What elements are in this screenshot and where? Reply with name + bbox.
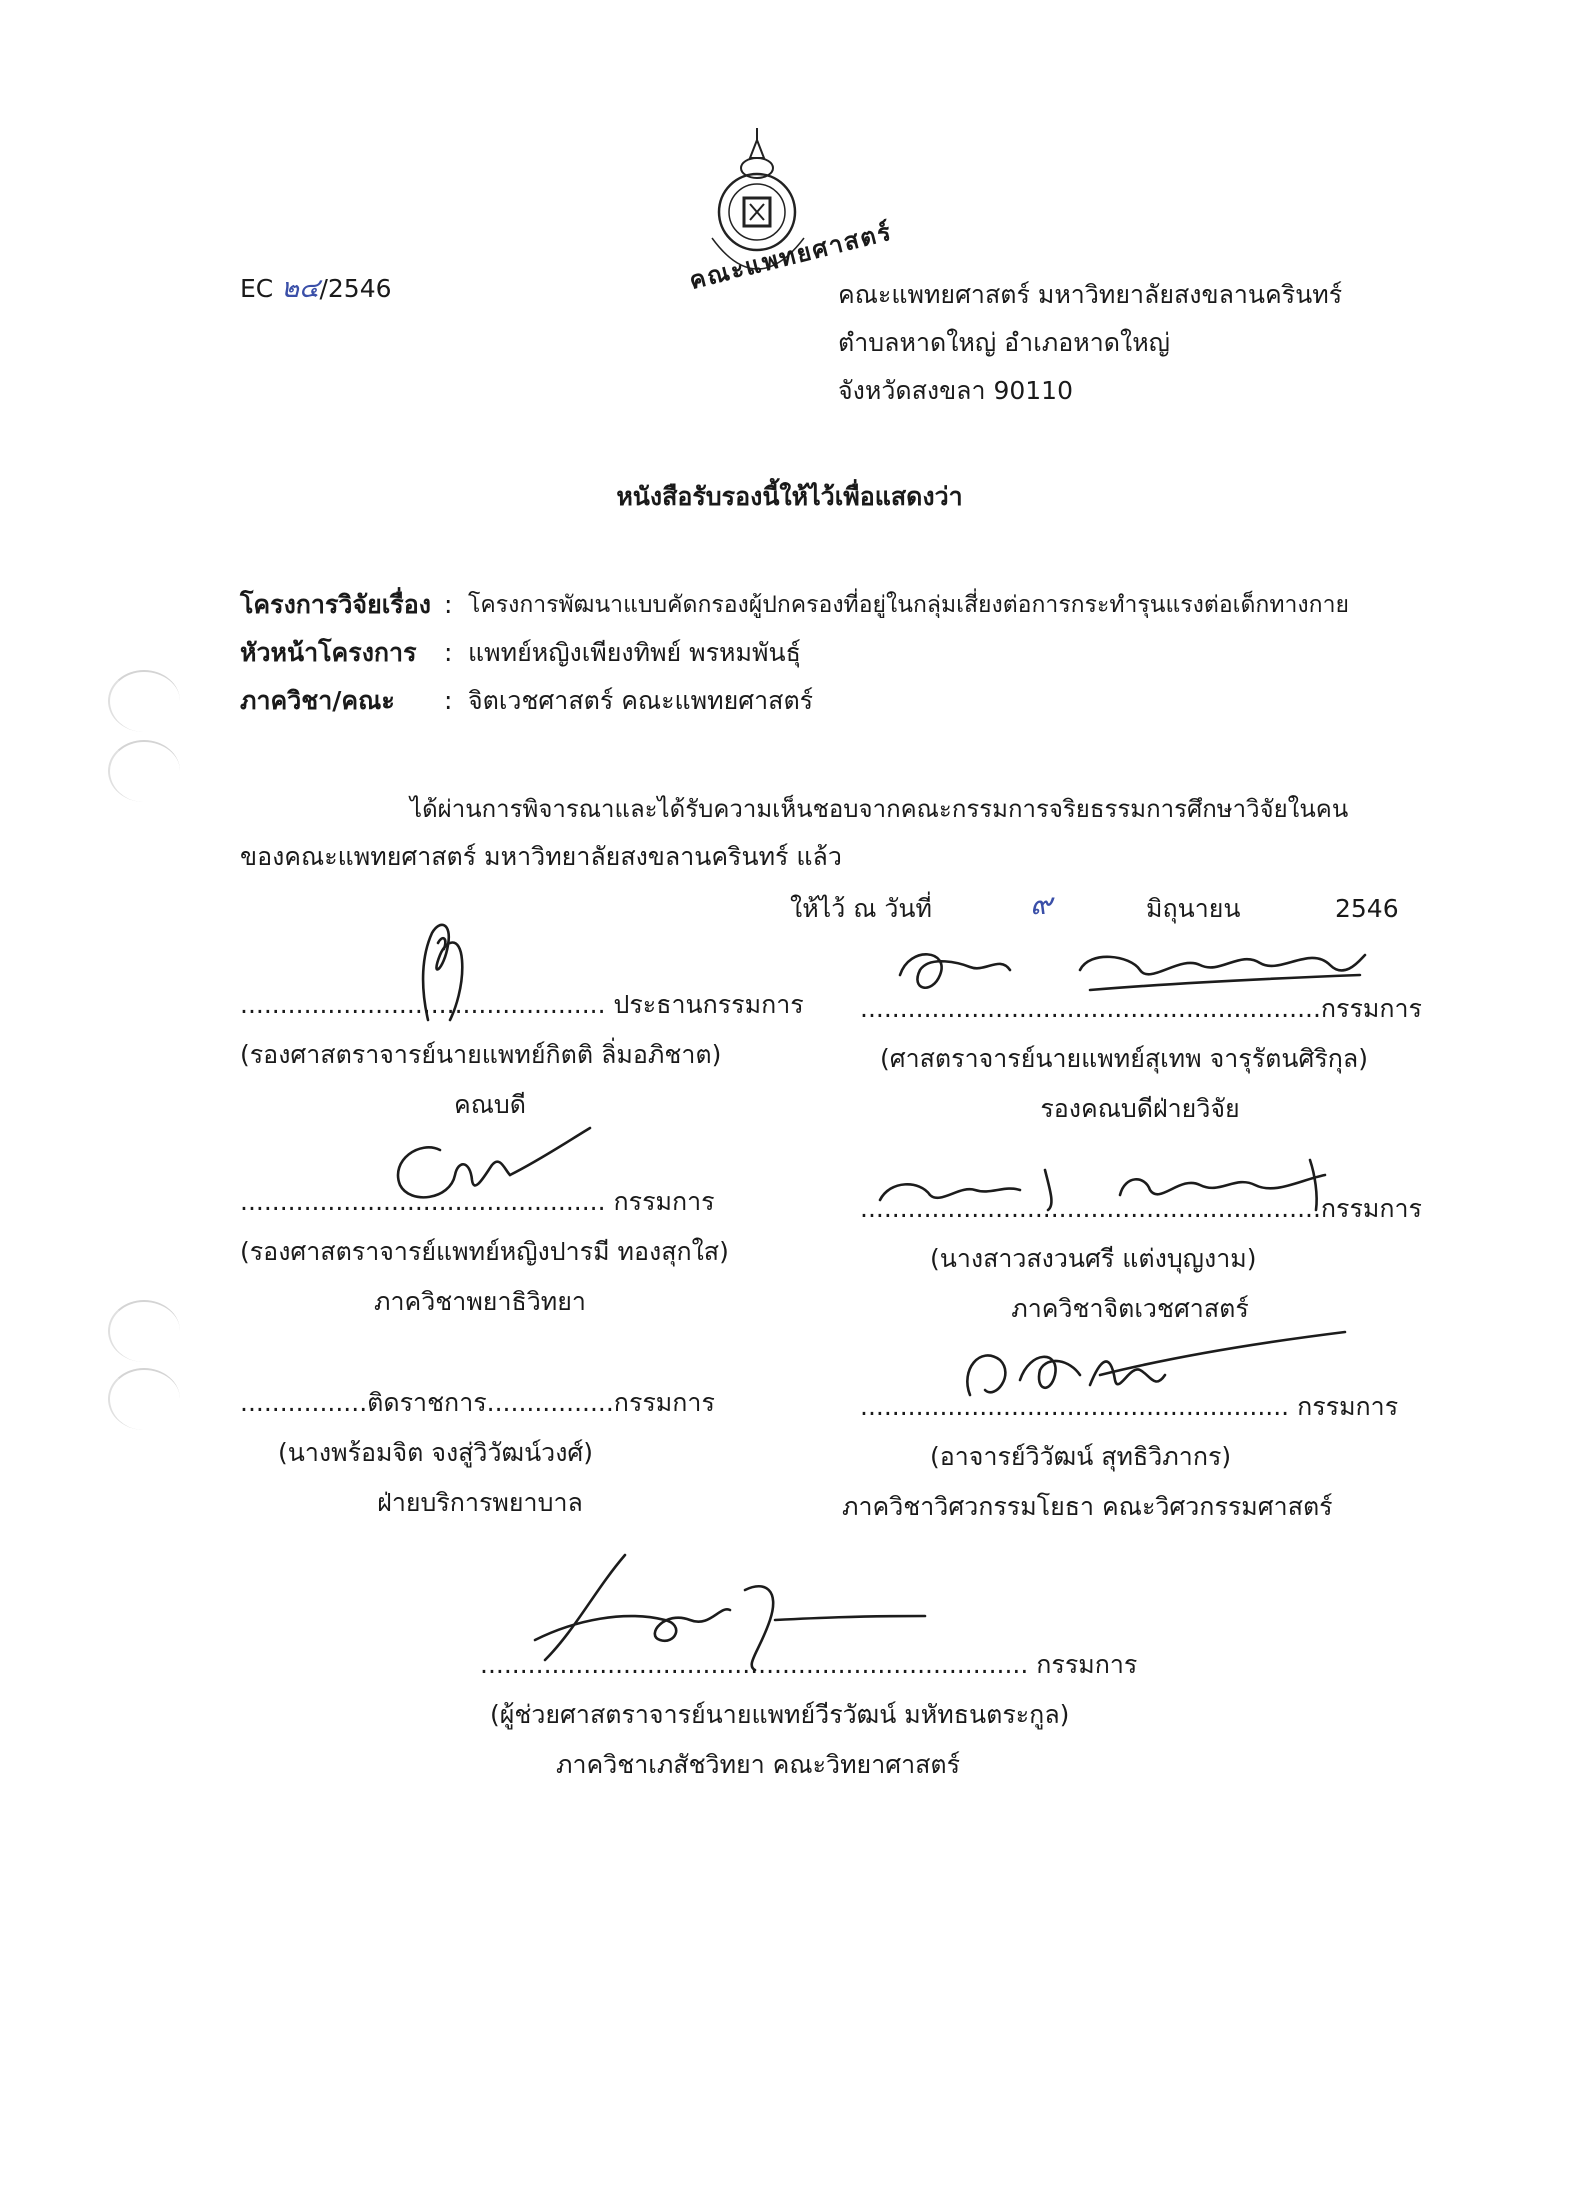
signatory-5-position: ฝ่ายบริการพยาบาล [377, 1488, 583, 1517]
field-label-department: ภาควิชา/คณะ [240, 686, 395, 715]
field-sep-department: : [444, 686, 453, 715]
signatory-3-position: ภาควิชาพยาธิวิทยา [374, 1287, 586, 1316]
field-label-project: โครงการวิจัยเรื่อง [240, 590, 431, 619]
reference-number [240, 272, 392, 306]
date-month: มิถุนายน [1146, 894, 1241, 923]
date-year: 2546 [1335, 894, 1399, 923]
field-value-leader: แพทย์หญิงเพียงทิพย์ พรหมพันธุ์ [468, 638, 801, 667]
signatory-6-line: ...................................................... กรรมการ [860, 1392, 1399, 1421]
signatory-3-name: (รองศาสตราจารย์แพทย์หญิงปารมี ทองสุกใส) [240, 1237, 729, 1266]
ref-year: /2546 [319, 274, 392, 303]
field-label-leader: หัวหน้าโครงการ [240, 638, 417, 667]
address-line-1: คณะแพทยศาสตร์ มหาวิทยาลัยสงขลานครินทร์ [838, 280, 1343, 309]
address-line-3: จังหวัดสงขลา 90110 [838, 376, 1073, 405]
signatory-1-position: คณบดี [453, 1090, 527, 1119]
field-sep-leader: : [444, 638, 453, 667]
signatory-7-position: ภาควิชาเภสัชวิทยา คณะวิทยาศาสตร์ [556, 1750, 961, 1779]
document-title: หนังสือรับรองนี้ให้ไว้เพื่อแสดงว่า [616, 482, 963, 511]
signatory-6-name: (อาจารย์วิวัฒน์ สุทธิวิภากร) [930, 1442, 1232, 1471]
signatory-7-name: (ผู้ช่วยศาสตราจารย์นายแพทย์วีรวัฒน์ มหัทธนตระกูล) [490, 1700, 1070, 1729]
seal-caption: คณะแพทยศาสตร์ [686, 217, 896, 295]
signatory-3-line: .............................................. กรรมการ [240, 1187, 715, 1216]
signatory-7-line: ..................................................................... กรรมการ [480, 1650, 1138, 1679]
signatory-4-line: ..........................................................กรรมการ [860, 1194, 1422, 1223]
field-value-project: โครงการพัฒนาแบบคัดกรองผู้ปกครองที่อยู่ในกลุ่มเสี่ยงต่อการกระทำรุนแรงต่อเด็กทางกาย [468, 592, 1349, 618]
signatory-4-name: (นางสาวสงวนศรี แต่งบุญงาม) [930, 1244, 1257, 1273]
body-line-1: ได้ผ่านการพิจารณาและได้รับความเห็นชอบจากคณะกรรมการจริยธรรมการศึกษาวิจัยในคน [410, 795, 1349, 823]
ref-prefix: EC [240, 274, 274, 303]
field-sep-project: : [444, 590, 453, 619]
signatory-4-position: ภาควิชาจิตเวชศาสตร์ [1011, 1294, 1249, 1323]
body-line-2: ของคณะแพทยศาสตร์ มหาวิทยาลัยสงขลานครินทร์ แล้ว [240, 842, 842, 871]
punch-hole-1 [108, 670, 180, 732]
punch-hole-4 [108, 1368, 180, 1430]
date-day-handwritten: ๙ [1030, 887, 1052, 922]
ref-number-handwritten: ๒๔ [281, 273, 320, 304]
signatory-1-line: .............................................. ประธานกรรมการ [240, 990, 804, 1019]
field-value-department: จิตเวชศาสตร์ คณะแพทยศาสตร์ [468, 686, 814, 715]
signatory-2-name: (ศาสตราจารย์นายแพทย์สุเทพ จารุรัตนศิริกุล) [880, 1044, 1368, 1073]
punch-hole-2 [108, 740, 180, 802]
signatory-5-line: ................ติดราชการ................กรรมการ [240, 1388, 715, 1417]
address-line-2: ตำบลหาดใหญ่ อำเภอหาดใหญ่ [838, 328, 1170, 357]
signatory-5-name: (นางพร้อมจิต จงสู่วิวัฒน์วงศ์) [278, 1438, 594, 1467]
signatory-2-position: รองคณบดีฝ่ายวิจัย [1040, 1094, 1240, 1123]
signatory-1-name: (รองศาสตราจารย์นายแพทย์กิตติ ลิ่มอภิชาต) [240, 1040, 722, 1069]
signatory-2-line: ..........................................................กรรมการ [860, 994, 1422, 1023]
signatory-6-position: ภาควิชาวิศวกรรมโยธา คณะวิศวกรรมศาสตร์ [842, 1492, 1333, 1521]
punch-hole-3 [108, 1300, 180, 1362]
date-label: ให้ไว้ ณ วันที่ [790, 894, 932, 923]
